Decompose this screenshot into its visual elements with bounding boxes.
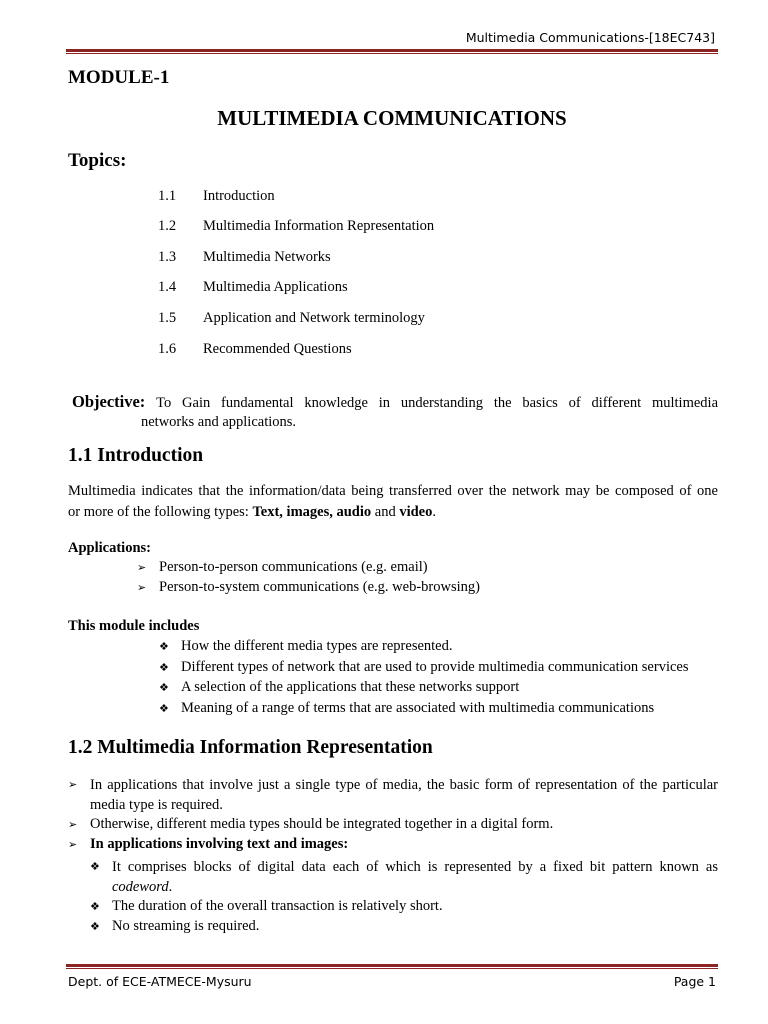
intro-line2-text: or more of the following types: [68,503,253,520]
application-item-text: Person-to-system communications (e.g. web-browsing) [159,579,480,595]
codeword-italic: codeword [112,879,169,895]
footer-department: Dept. of ECE-ATMECE-Mysuru [68,974,252,989]
list-item [159,679,519,696]
intro-period: . [432,503,436,520]
list-item [137,559,428,576]
toc-item-representation: Multimedia Information Representation [203,218,435,234]
arrow-bullet-icon: ➢ [68,818,78,831]
list-item [159,700,654,717]
main-title: MULTIMEDIA COMMUNICATIONS [217,106,567,130]
list-item [90,898,443,915]
toc-item-applications: Multimedia Applications [203,279,348,295]
representation-b1-line1: In applications that involve just a single type of media, the basic form of representation of the particular [90,777,718,793]
sub1-line1: It comprises blocks of digital data each of which is represented by a fixed bit pattern known as [112,859,718,875]
intro-and: and [371,503,400,520]
list-item [68,775,718,815]
video-bold: video [399,503,433,520]
objective-text-line1: To Gain fundamental knowledge in understanding the basics of different multimedia [156,395,719,411]
objective-label: Objective: [72,392,146,411]
applications-heading: Applications: [68,540,151,556]
representation-b3-text: In applications involving text and images: [90,836,349,852]
application-item-text: Person-to-person communications (e.g. email) [159,559,428,575]
toc-item-questions: Recommended Questions [203,341,352,357]
footer-page-number: Page 1 [673,974,716,989]
header-title: Multimedia Communications-[18EC743] [465,30,715,45]
toc-number: 1.1 [158,188,177,204]
diamond-bullet-icon: ❖ [90,920,100,933]
toc-number: 1.2 [158,218,177,234]
arrow-bullet-icon: ➢ [68,778,78,791]
introduction-paragraph [68,481,718,522]
diamond-bullet-icon: ❖ [90,900,100,913]
arrow-bullet-icon: ➢ [137,561,147,574]
header-rule [66,49,718,54]
media-types-bold: Text, images, audio [252,503,372,520]
diamond-bullet-icon: ❖ [159,681,169,694]
sub2-text: The duration of the overall transaction is relatively short. [112,898,443,914]
list-item [159,659,689,676]
toc-number: 1.3 [158,249,177,265]
toc-item-terminology: Application and Network terminology [203,310,425,326]
footer-rule [66,964,718,969]
sub1-period: . [168,879,173,895]
includes-item-text: Different types of network that are used to provide multimedia communication services [181,659,689,675]
objective-text-line2: networks and applications. [141,414,297,430]
toc-number: 1.5 [158,310,177,326]
list-item [137,579,480,596]
representation-b2-text: Otherwise, different media types should be integrated together in a digital form. [90,816,554,832]
toc-item-networks: Multimedia Networks [203,249,331,265]
intro-line1: Multimedia indicates that the information/data being transferred over the network may be composed of one [68,483,718,499]
module-label: MODULE-1 [68,67,170,88]
diamond-bullet-icon: ❖ [90,860,100,873]
module-includes-heading: This module includes [68,618,200,634]
section-heading-introduction: 1.1 Introduction [68,445,204,466]
toc-item-introduction: Introduction [203,188,275,204]
toc-number: 1.4 [158,279,177,295]
includes-item-text: How the different media types are represented. [181,638,453,654]
topics-heading: Topics: [68,150,127,171]
list-item [68,836,348,853]
arrow-bullet-icon: ➢ [68,838,78,851]
list-item [90,918,259,935]
list-item [90,857,718,897]
diamond-bullet-icon: ❖ [159,661,169,674]
list-item [159,638,453,655]
section-heading-representation: 1.2 Multimedia Information Representation [68,737,433,758]
objective-block [72,392,718,432]
arrow-bullet-icon: ➢ [137,581,147,594]
list-item [68,816,553,833]
diamond-bullet-icon: ❖ [159,640,169,653]
includes-item-text: Meaning of a range of terms that are associated with multimedia communications [181,700,655,716]
diamond-bullet-icon: ❖ [159,702,169,715]
toc-number: 1.6 [158,341,177,357]
includes-item-text: A selection of the applications that these networks support [181,679,520,695]
representation-b1-line2: media type is required. [90,797,223,813]
sub3-text: No streaming is required. [112,918,260,934]
